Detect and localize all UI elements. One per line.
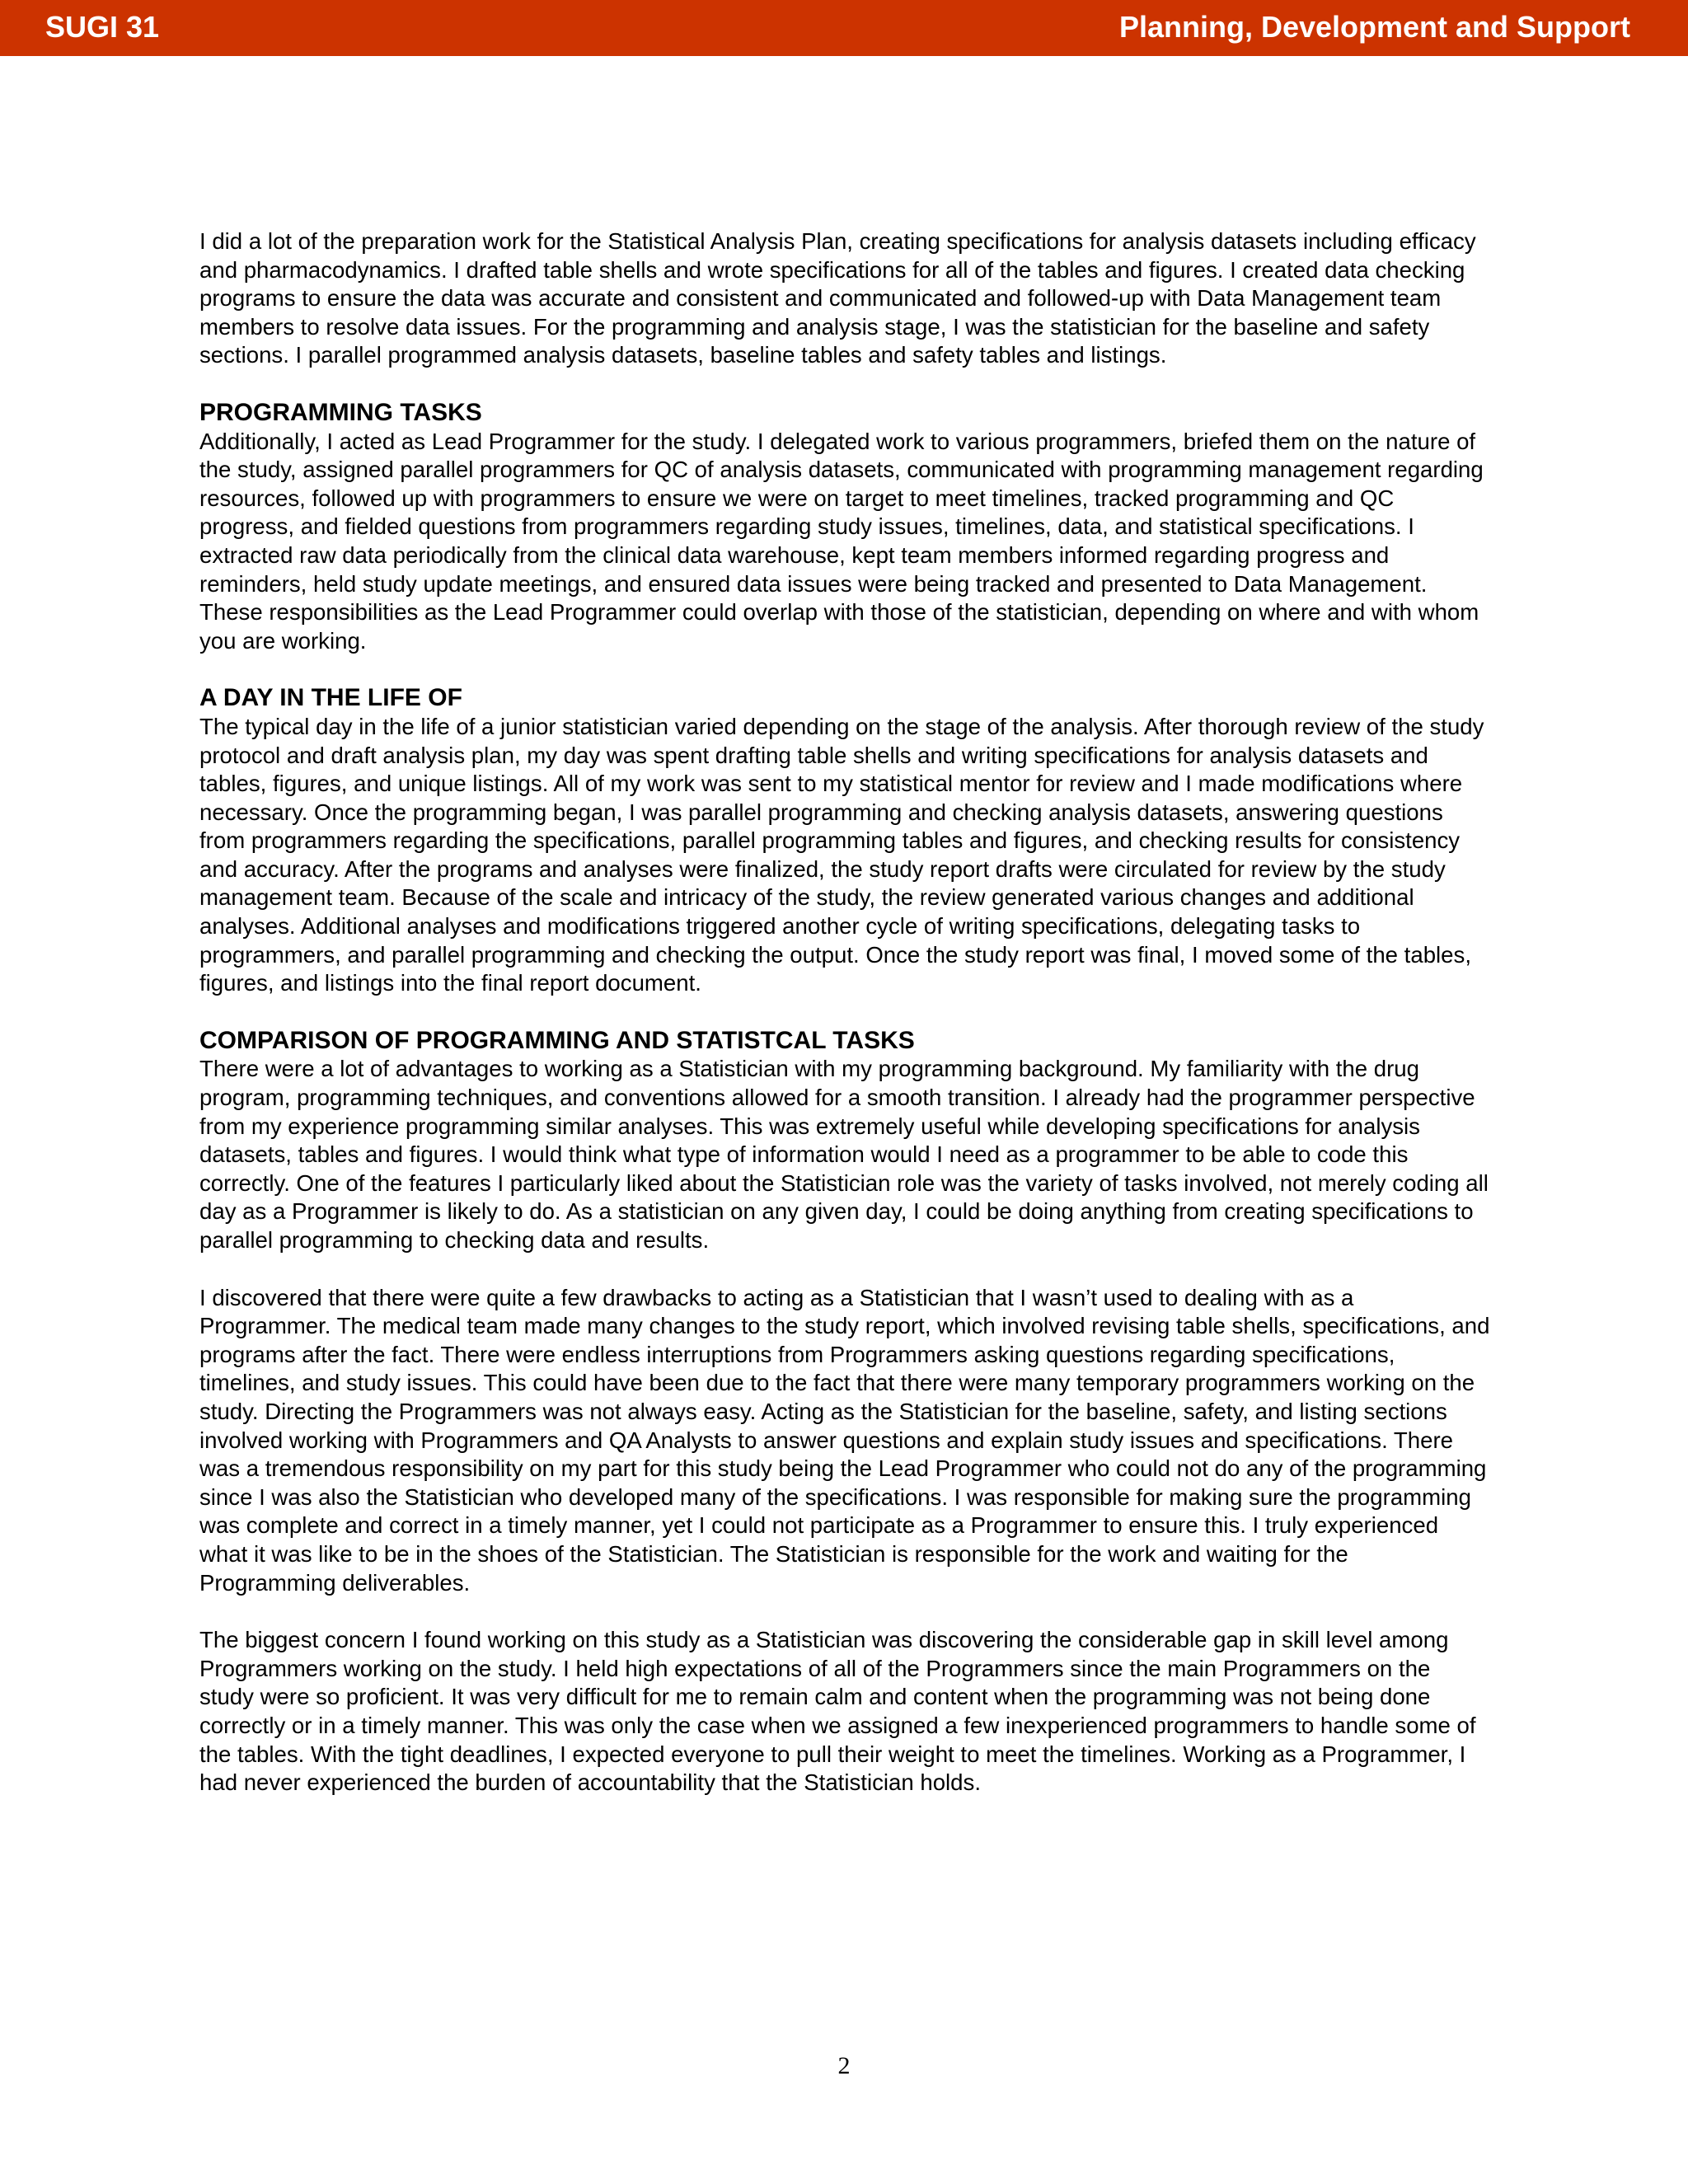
conference-label: SUGI 31 [45, 10, 160, 44]
heading-programming-tasks: PROGRAMMING TASKS [199, 398, 482, 426]
comparison-paragraph-2: I discovered that there were quite a few drawbacks to acting as a Statistician that I wasn’t used to dealing with as a Programmer. The medical team made many changes to the study report, which involved revising table shells, specifications, and programs after the fact. There were endless interruptions from Programmers asking questions regarding specifications, timelines, and study issues. This could have been due to the fact that there were many temporary programmers working on the study. Directing the Programmers was not always easy. Acting as the Statistician for the baseline, safety, and listing sections involved working with Programmers and QA Analysts to answer questions and explain study issues and specifications. There was a tremendous responsibility on my part for this study being the Lead Programmer who could not do any of the programming since I was also the Statistician who developed many of the specifications. I was responsible for making sure the programming was complete and correct in a timely manner, yet I could not participate as a Programmer to ensure this. I truly experienced what it was like to be in the shoes of the Statistician. The Statistician is responsible for the work and waiting for the Programming deliverables. [199, 1284, 1490, 1596]
programming-tasks-paragraph: Additionally, I acted as Lead Programmer for the study. I delegated work to various programmers, briefed them on the nature of the study, assigned parallel programmers for QC of analysis datasets, communicated with programming management regarding resources, followed up with programmers to ensure we were on target to meet timelines, tracked programming and QC progress, and fielded questions from programmers regarding study issues, timelines, data, and statistical specifications. I extracted raw data periodically from the clinical data warehouse, kept team members informed regarding progress and reminders, held study update meetings, and ensured data issues were being tracked and presented to Data Management. These responsibilities as the Lead Programmer could overlap with those of the statistician, depending on where and with whom you are working. [199, 428, 1484, 654]
comparison-paragraph-3: The biggest concern I found working on this study as a Statistician was discovering the considerable gap in skill level among Programmers working on the study. I held high expectations of all of the Programmers since the main Programmers on the study were so proficient. It was very difficult for me to remain calm and content when the programming was not being done correctly or in a timely manner. This was only the case when we assigned a few inexperienced programmers to handle some of the tables. With the tight deadlines, I expected everyone to pull their weight to meet the timelines. Working as a Programmer, I had never experienced the burden of accountability that the Statistician holds. [199, 1627, 1476, 1796]
heading-comparison: COMPARISON OF PROGRAMMING AND STATISTCAL TASKS [199, 1026, 915, 1054]
comparison-paragraph-1: There were a lot of advantages to working as a Statistician with my programming background. My familiarity with the drug program, programming techniques, and conventions allowed for a smooth transition. I already had the programmer perspective from my experience programming similar analyses. This was extremely useful while developing specifications for analysis datasets, tables and figures. I would think what type of information would I need as a programmer to be able to code this correctly. One of the features I particularly liked about the Statistician role was the variety of tasks involved, not merely coding all day as a Programmer is likely to do. As a statistician on any given day, I could be doing anything from creating specifications to parallel programming to checking data and results. [199, 1056, 1489, 1253]
heading-day-in-the-life: A DAY IN THE LIFE OF [199, 684, 462, 712]
article-body [199, 227, 1490, 1797]
header-bar [0, 0, 1688, 56]
page-number: 2 [837, 2052, 851, 2079]
day-in-the-life-paragraph: The typical day in the life of a junior statistician varied depending on the stage of the analysis. After thorough review of the study protocol and draft analysis plan, my day was spent drafting table shells and writing specifications for analysis datasets and tables, figures, and unique listings. All of my work was sent to my statistical mentor for review and I made modifications where necessary. Once the programming began, I was parallel programming and checking analysis datasets, answering questions from programmers regarding the specifications, parallel programming tables and figures, and checking results for consistency and accuracy. After the programs and analyses were finalized, the study report drafts were circulated for review by the study management team. Because of the scale and intricacy of the study, the review generated various changes and additional analyses. Additional analyses and modifications triggered another cycle of writing specifications, delegating tasks to programmers, and parallel programming and checking the output. Once the study report was final, I moved some of the tables, figures, and listings into the final report document. [199, 713, 1484, 996]
intro-paragraph: I did a lot of the preparation work for the Statistical Analysis Plan, creating specifications for analysis datasets including efficacy and pharmacodynamics. I drafted table shells and wrote specifications for all of the tables and figures. I created data checking programs to ensure the data was accurate and consistent and communicated and followed-up with Data Management team members to resolve data issues. For the programming and analysis stage, I was the statistician for the baseline and safety sections. I parallel programmed analysis datasets, baseline tables and safety tables and listings. [199, 228, 1476, 368]
section-label: Planning, Development and Support [1118, 10, 1630, 44]
